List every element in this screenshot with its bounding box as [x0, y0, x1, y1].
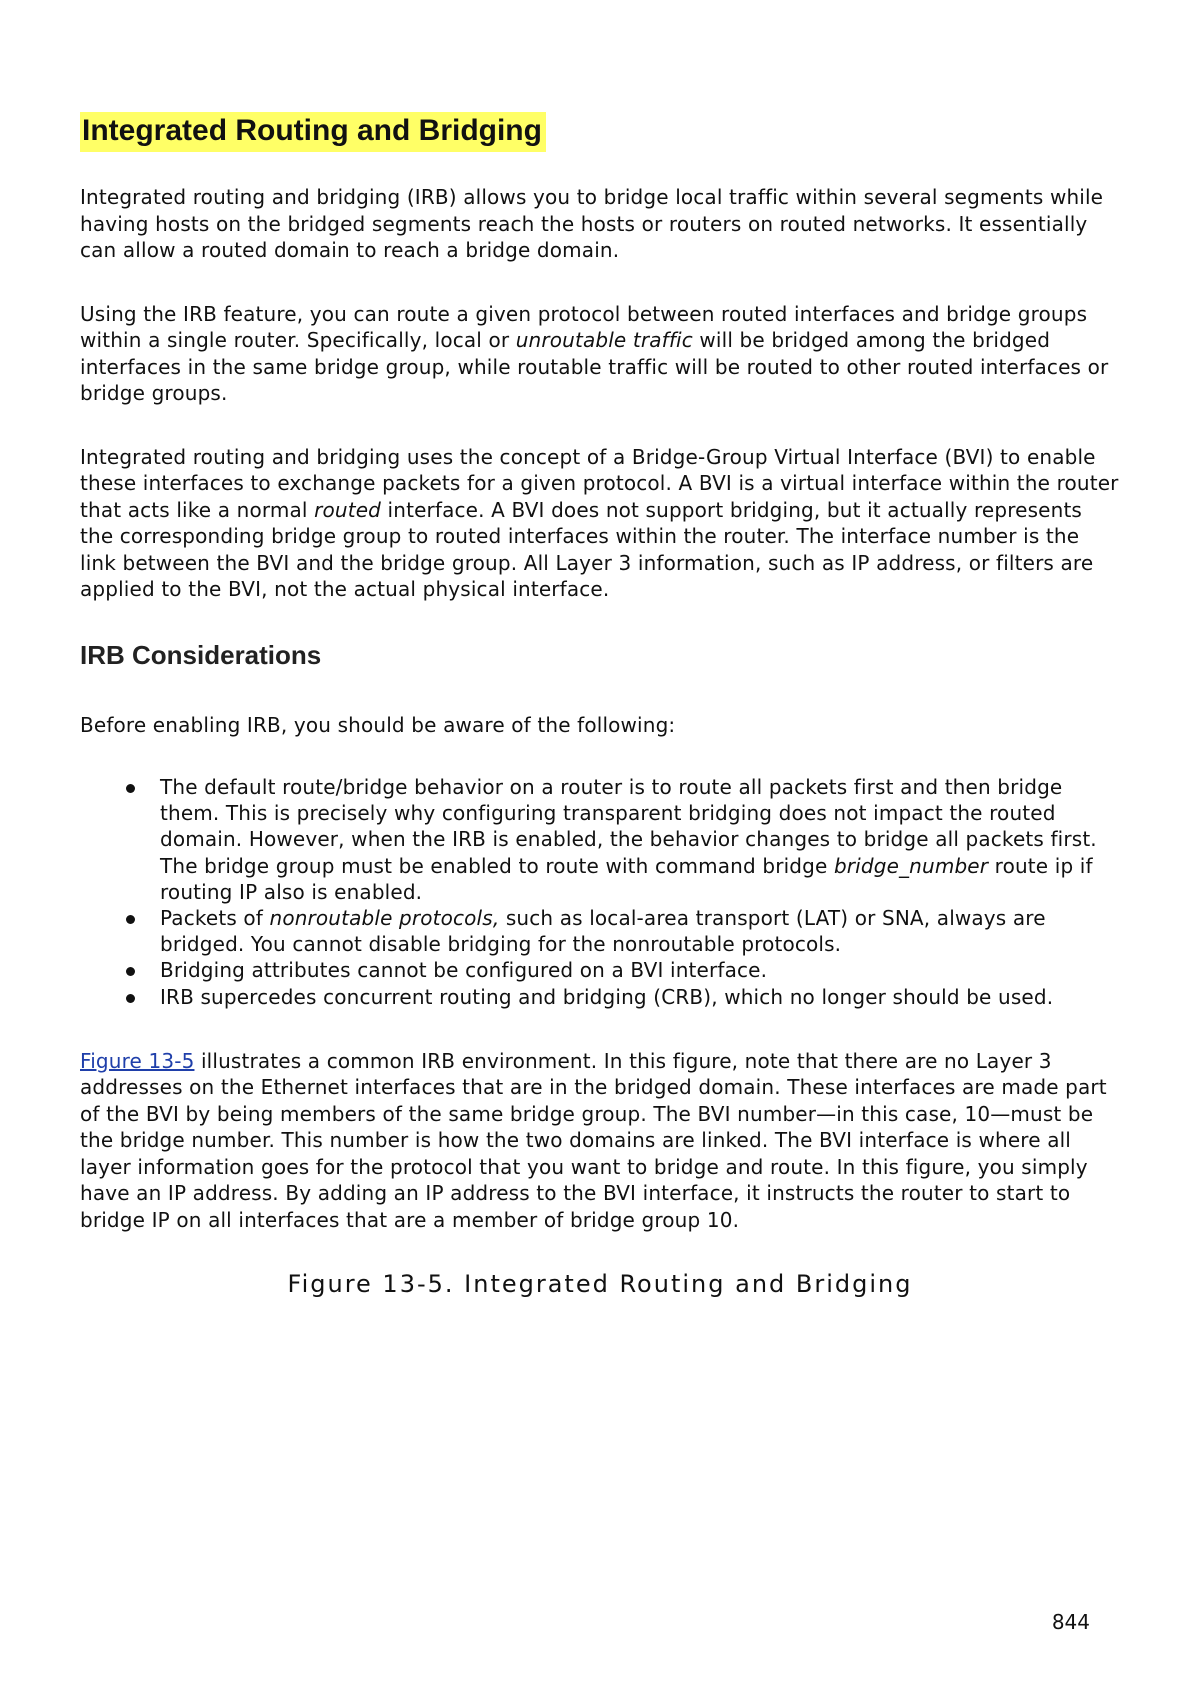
- bvi-text-end: interface. A BVI does not support bridging, but it actually represents the corresponding bridge group to routed interfaces within the router. The interface number is the link between the BVI and the bridge group. All Layer 3 information, such as IP address, or filters are applied to the BVI, not the actual physical interface.: [80, 497, 1094, 601]
- bullet-icon: [126, 994, 135, 1003]
- list-item-text-start: Bridging attributes cannot be configured on a BVI interface.: [160, 958, 768, 983]
- bullet-icon: [126, 967, 135, 976]
- list-item-text-start: Packets of: [160, 906, 270, 931]
- intro-paragraph: Integrated routing and bridging (IRB) allows you to bridge local traffic within several segments while having hosts on the bridged segments reach the hosts or routers on routed networks. It essentially can allow a routed domain to reach a bridge domain.: [80, 185, 1104, 262]
- bvi-text-start: Integrated routing and bridging uses the concept of a Bridge-Group Virtual Interface (BVI) to enable these interfaces to exchange packets for a given protocol. A BVI is a virtual interface within the router that acts like a normal: [80, 444, 1119, 522]
- page-number: 844: [1051, 1610, 1090, 1634]
- list-item-emphasis: nonroutable protocols,: [269, 906, 500, 931]
- list-item: [160, 957, 1120, 983]
- bvi-paragraph: [80, 444, 1120, 603]
- list-item-text-end: such as local-area transport (LAT) or SNA, always are bridged. You cannot disable bridging for the nonroutable protocols.: [160, 906, 1046, 957]
- list-item: [160, 905, 1120, 957]
- considerations-heading: IRB Considerations: [80, 639, 322, 670]
- list-item-text-end: route ip if routing IP also is enabled.: [160, 853, 1093, 904]
- figure-13-5-link[interactable]: Figure 13-5: [80, 1048, 195, 1073]
- page-title: Integrated Routing and Bridging: [80, 112, 546, 152]
- list-item: [160, 984, 1120, 1010]
- bullet-icon: [126, 784, 135, 793]
- considerations-intro: Before enabling IRB, you should be aware of the following:: [80, 712, 676, 737]
- figure-paragraph-text: illustrates a common IRB environment. In this figure, note that there are no Layer 3 addresses on the Ethernet interfaces that are in the bridged domain. These interfaces are made part of the BVI by being members of the same bridge group. The BVI number—in this case, 10—must be the bridge number. This number is how the two domains are linked. The BVI interface is where all layer information goes for the protocol that you want to bridge and route. In this figure, you simply have an IP address. By adding an IP address to the BVI interface, it instructs the router to start to bridge IP on all interfaces that are a member of bridge group 10.: [80, 1048, 1107, 1232]
- figure-paragraph: [80, 1048, 1120, 1234]
- irb-feature-emphasis: unroutable traffic: [515, 328, 693, 352]
- considerations-list: [80, 774, 1120, 1010]
- irb-feature-paragraph: [80, 301, 1120, 407]
- list-item: [160, 774, 1120, 905]
- irb-feature-text-start: Using the IRB feature, you can route a given protocol between routed interfaces and bridge groups within a single router. Specifically, local or: [80, 301, 1088, 352]
- list-item-emphasis: bridge_number: [833, 853, 989, 878]
- list-item-text-start: The default route/bridge behavior on a router is to route all packets first and then bridge them. This is precisely why configuring transparent bridging does not impact the routed domain. However, when the IRB is enabled, the behavior changes to bridge all packets first. The bridge group must be enabled to route with command bridge: [160, 775, 1097, 878]
- document-page: [80, 112, 1120, 1299]
- irb-feature-text-end: will be bridged among the bridged interfaces in the same bridge group, while routable traffic will be routed to other routed interfaces or bridge groups.: [80, 328, 1109, 405]
- figure-caption: Figure 13-5. Integrated Routing and Bridging: [287, 1270, 913, 1299]
- bvi-emphasis: routed: [314, 497, 382, 522]
- list-item-text-start: IRB supercedes concurrent routing and bridging (CRB), which no longer should be used.: [160, 984, 1054, 1009]
- bullet-icon: [126, 915, 135, 924]
